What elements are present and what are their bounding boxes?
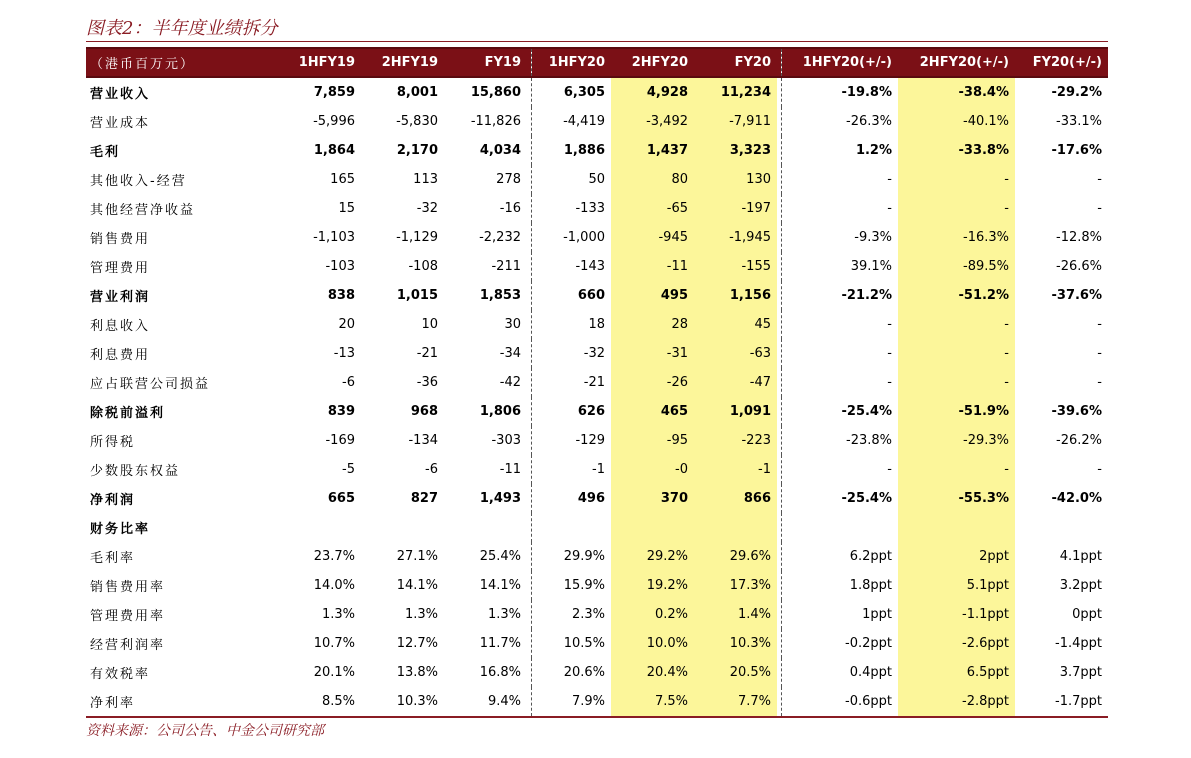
table-row	[86, 252, 1108, 281]
table-row	[86, 310, 1108, 339]
table-cell: -1.4ppt	[1055, 636, 1102, 651]
table-cell: 6.2ppt	[781, 542, 898, 571]
table-cell: 18	[531, 310, 611, 339]
table-row	[86, 194, 1108, 223]
table-cell: 1.3%	[321, 607, 355, 622]
column-header: FY20	[694, 48, 777, 77]
table-cell: -	[898, 339, 1015, 368]
table-cell: -26.3%	[781, 107, 898, 136]
table-cell: -13	[333, 346, 355, 361]
table-cell: -5	[342, 462, 355, 477]
table-cell: -1,945	[694, 223, 777, 252]
row-label: 利息费用	[90, 348, 151, 363]
table-cell: 7.7%	[694, 687, 777, 717]
table-cell	[611, 513, 694, 542]
table-row	[86, 107, 1108, 136]
table-cell: -21.2%	[781, 281, 898, 310]
table-cell: -37.6%	[1051, 288, 1102, 303]
table-cell: 0.2%	[611, 600, 694, 629]
table-cell: -1,103	[313, 230, 355, 245]
row-label: 毛利率	[90, 551, 136, 566]
table-cell: 20.1%	[313, 665, 355, 680]
table-cell: -	[1097, 172, 1102, 187]
table-cell: 6,305	[531, 77, 611, 107]
table-cell: 14.0%	[313, 578, 355, 593]
table-cell: 8,001	[396, 85, 438, 100]
row-label: 管理费用	[90, 261, 151, 276]
table-cell: -0	[611, 455, 694, 484]
table-cell: -47	[694, 368, 777, 397]
table-cell: -16.3%	[898, 223, 1015, 252]
table-cell: -3,492	[611, 107, 694, 136]
table-cell: 50	[531, 165, 611, 194]
table-cell: -33.8%	[898, 136, 1015, 165]
table-cell: 1,806	[479, 404, 521, 419]
table-cell: 8.5%	[274, 687, 361, 717]
row-label: 营业成本	[90, 116, 151, 131]
table-cell: -5,830	[396, 114, 438, 129]
table-cell: -1.7ppt	[1015, 687, 1108, 717]
table-cell: -34	[499, 346, 521, 361]
table-cell: 10.3%	[361, 687, 444, 717]
table-cell: 10	[421, 317, 438, 332]
table-cell: 9.4%	[444, 687, 527, 717]
table-row	[86, 339, 1108, 368]
table-cell: -1,000	[531, 223, 611, 252]
table-cell: 13.8%	[396, 665, 438, 680]
table-cell: 0.4ppt	[781, 658, 898, 687]
financial-table	[86, 47, 1108, 718]
table-cell	[444, 513, 527, 542]
row-label: 销售费用率	[90, 580, 166, 595]
table-cell: 1,437	[611, 136, 694, 165]
table-cell: 968	[410, 404, 438, 419]
table-cell: 1.3%	[404, 607, 438, 622]
table-cell: 29.9%	[531, 542, 611, 571]
table-cell: 839	[327, 404, 355, 419]
table-cell: 5.1ppt	[898, 571, 1015, 600]
table-cell: 29.6%	[694, 542, 777, 571]
table-cell: -211	[491, 259, 521, 274]
table-cell: -	[1097, 201, 1102, 216]
table-cell: 2ppt	[898, 542, 1015, 571]
column-header: 2HFY20(+/-)	[898, 48, 1015, 77]
table-cell: 14.1%	[396, 578, 438, 593]
column-header: FY19	[444, 48, 527, 77]
table-cell: -	[1097, 317, 1102, 332]
table-cell: -11	[611, 252, 694, 281]
table-row	[86, 658, 1108, 687]
table-cell: -1	[694, 455, 777, 484]
row-label: 净利率	[86, 687, 274, 717]
table-cell: -26.6%	[1056, 259, 1102, 274]
table-cell: 16.8%	[479, 665, 521, 680]
table-cell: -33.1%	[1056, 114, 1102, 129]
column-header: 1HFY20	[531, 48, 611, 77]
table-cell: 17.3%	[694, 571, 777, 600]
table-cell: 6.5ppt	[898, 658, 1015, 687]
table-cell: 4,928	[611, 77, 694, 107]
table-row	[86, 426, 1108, 455]
table-cell: 10.5%	[531, 629, 611, 658]
table-cell: -51.9%	[898, 397, 1015, 426]
table-cell: -6	[425, 462, 438, 477]
source-note: 资料来源：公司公告、中金公司研究部	[86, 723, 324, 739]
table-cell: -16	[499, 201, 521, 216]
row-label: 其他收入-经营	[90, 174, 187, 189]
table-cell: -303	[491, 433, 521, 448]
table-row	[86, 281, 1108, 310]
table-cell: 660	[531, 281, 611, 310]
table-cell: -	[781, 165, 898, 194]
table-cell: 80	[611, 165, 694, 194]
row-label: 管理费用率	[90, 609, 166, 624]
table-cell: -55.3%	[898, 484, 1015, 513]
table-cell: 496	[531, 484, 611, 513]
table-cell: 130	[694, 165, 777, 194]
table-cell: 4,034	[479, 143, 521, 158]
table-cell: -25.4%	[781, 397, 898, 426]
table-cell: 1,091	[694, 397, 777, 426]
table-cell: -0.2ppt	[781, 629, 898, 658]
table-cell: -	[781, 368, 898, 397]
table-cell: 7.9%	[531, 687, 611, 717]
table-cell: 10.7%	[313, 636, 355, 651]
table-cell: 465	[611, 397, 694, 426]
table-cell: 838	[327, 288, 355, 303]
table-cell: -39.6%	[1051, 404, 1102, 419]
row-label: 利息收入	[90, 319, 151, 334]
table-cell: 15	[338, 201, 355, 216]
table-cell: -63	[694, 339, 777, 368]
table-row	[86, 571, 1108, 600]
table-cell: -21	[416, 346, 438, 361]
table-cell: -143	[531, 252, 611, 281]
table-cell: 15.9%	[531, 571, 611, 600]
table-cell: -	[781, 339, 898, 368]
table-cell: 7,859	[313, 85, 355, 100]
table-cell: 827	[410, 491, 438, 506]
table-cell: -26	[611, 368, 694, 397]
table-cell: 2.3%	[531, 600, 611, 629]
table-cell: 626	[531, 397, 611, 426]
table-cell: 0ppt	[1072, 607, 1102, 622]
table-cell: 7.5%	[611, 687, 694, 717]
table-row	[86, 600, 1108, 629]
table-cell: 19.2%	[611, 571, 694, 600]
table-cell: -945	[611, 223, 694, 252]
table-cell: -25.4%	[781, 484, 898, 513]
column-header: FY20(+/-)	[1015, 48, 1108, 77]
table-cell: 1,864	[313, 143, 355, 158]
table-cell: -32	[531, 339, 611, 368]
table-cell: 1.8ppt	[781, 571, 898, 600]
table-cell: 1,156	[694, 281, 777, 310]
table-cell: 29.2%	[611, 542, 694, 571]
table-cell: -	[781, 455, 898, 484]
table-cell	[781, 513, 898, 542]
table-cell: 1.3%	[487, 607, 521, 622]
table-cell: -197	[694, 194, 777, 223]
row-label: 财务比率	[90, 522, 151, 537]
table-cell: 165	[330, 172, 355, 187]
table-cell	[361, 513, 444, 542]
table-cell: -169	[325, 433, 355, 448]
row-label: 所得税	[90, 435, 136, 450]
table-cell: -	[898, 368, 1015, 397]
table-cell: 10.0%	[611, 629, 694, 658]
table-row	[86, 542, 1108, 571]
table-cell: 2,170	[396, 143, 438, 158]
table-cell: -223	[694, 426, 777, 455]
table-cell: -	[898, 165, 1015, 194]
row-label: 有效税率	[90, 667, 151, 682]
row-label: 营业收入	[90, 87, 151, 102]
table-row	[86, 687, 1108, 717]
row-label: 其他经营净收益	[90, 203, 196, 218]
table-cell: -	[781, 194, 898, 223]
table-cell: 3.7ppt	[1059, 665, 1102, 680]
table-cell: 278	[496, 172, 521, 187]
table-row	[86, 223, 1108, 252]
table-cell: 1,853	[479, 288, 521, 303]
table-cell: 28	[611, 310, 694, 339]
table-cell: -11	[499, 462, 521, 477]
table-cell: -29.2%	[1051, 85, 1102, 100]
table-cell: -95	[611, 426, 694, 455]
column-header: 2HFY20	[611, 48, 694, 77]
table-header-row	[86, 48, 1108, 77]
table-cell: 495	[611, 281, 694, 310]
table-cell: -40.1%	[898, 107, 1015, 136]
table-cell: 23.7%	[313, 549, 355, 564]
table-cell: 1,015	[396, 288, 438, 303]
table-cell: -89.5%	[898, 252, 1015, 281]
table-cell: 113	[413, 172, 438, 187]
table-cell: 39.1%	[781, 252, 898, 281]
table-cell: 866	[694, 484, 777, 513]
table-row	[86, 397, 1108, 426]
table-cell: 1.4%	[694, 600, 777, 629]
table-cell: 1ppt	[781, 600, 898, 629]
table-cell: -2,232	[479, 230, 521, 245]
row-label: 除税前溢利	[90, 406, 166, 421]
table-row	[86, 629, 1108, 658]
table-cell: -42.0%	[1051, 491, 1102, 506]
table-cell: -2.8ppt	[898, 687, 1015, 717]
table-cell: -6	[342, 375, 355, 390]
table-cell: 20.5%	[694, 658, 777, 687]
table-cell: 1.2%	[781, 136, 898, 165]
table-cell: -32	[416, 201, 438, 216]
table-cell: 27.1%	[396, 549, 438, 564]
table-cell: -	[1097, 375, 1102, 390]
table-cell: -2.6ppt	[898, 629, 1015, 658]
table-cell: -129	[531, 426, 611, 455]
table-cell: -133	[531, 194, 611, 223]
table-cell: -31	[611, 339, 694, 368]
table-cell: -	[1097, 462, 1102, 477]
unit-header: （港币百万元）	[86, 48, 274, 77]
row-label: 应占联营公司损益	[90, 377, 211, 392]
table-cell: -4,419	[531, 107, 611, 136]
table-cell: 1,886	[531, 136, 611, 165]
table-cell: 11,234	[694, 77, 777, 107]
table-cell: -38.4%	[898, 77, 1015, 107]
table-row	[86, 77, 1108, 107]
table-cell: -17.6%	[1051, 143, 1102, 158]
table-cell: 1,493	[479, 491, 521, 506]
column-header: 1HFY19	[274, 48, 361, 77]
table-cell: 10.3%	[694, 629, 777, 658]
row-label: 营业利润	[90, 290, 151, 305]
table-cell: -155	[694, 252, 777, 281]
table-cell: 20	[338, 317, 355, 332]
table-cell	[694, 513, 777, 542]
row-label: 毛利	[90, 145, 121, 160]
table-cell: 665	[327, 491, 355, 506]
table-cell: -65	[611, 194, 694, 223]
table-cell: -	[781, 310, 898, 339]
table-cell: -7,911	[694, 107, 777, 136]
table-cell: -12.8%	[1056, 230, 1102, 245]
table-cell: 25.4%	[479, 549, 521, 564]
table-cell: -36	[416, 375, 438, 390]
table-row	[86, 368, 1108, 397]
table-cell: -42	[499, 375, 521, 390]
table-cell: -	[898, 455, 1015, 484]
table-cell: 15,860	[470, 85, 521, 100]
table-cell: 20.4%	[611, 658, 694, 687]
table-cell: 12.7%	[396, 636, 438, 651]
row-label: 销售费用	[90, 232, 151, 247]
row-label: 少数股东权益	[90, 464, 181, 479]
table-cell: -21	[531, 368, 611, 397]
table-cell: -134	[408, 433, 438, 448]
table-cell: -	[898, 194, 1015, 223]
table-cell: 11.7%	[479, 636, 521, 651]
table-cell: -23.8%	[781, 426, 898, 455]
table-row	[86, 136, 1108, 165]
table-cell: -1.1ppt	[898, 600, 1015, 629]
row-label: 经营利润率	[90, 638, 166, 653]
table-cell: -0.6ppt	[781, 687, 898, 717]
figure-title: 图表2：半年度业绩拆分	[86, 18, 278, 39]
table-cell: -29.3%	[898, 426, 1015, 455]
column-header: 2HFY19	[361, 48, 444, 77]
table-row	[86, 165, 1108, 194]
table-row	[86, 513, 1108, 542]
table-cell: -1	[531, 455, 611, 484]
table-body	[86, 77, 1108, 717]
table-row	[86, 484, 1108, 513]
table-cell: -	[898, 310, 1015, 339]
table-cell: -108	[408, 259, 438, 274]
table-cell: -103	[325, 259, 355, 274]
table-cell: 3,323	[694, 136, 777, 165]
table-cell: 30	[504, 317, 521, 332]
table-cell: -19.8%	[781, 77, 898, 107]
table-cell: 45	[694, 310, 777, 339]
table-cell: -5,996	[313, 114, 355, 129]
table-cell	[274, 513, 361, 542]
table-cell	[898, 513, 1015, 542]
table-cell	[1015, 513, 1108, 542]
table-cell: -1,129	[396, 230, 438, 245]
table-cell: -51.2%	[898, 281, 1015, 310]
table-cell: -9.3%	[781, 223, 898, 252]
table-cell: 370	[611, 484, 694, 513]
table-cell: 14.1%	[479, 578, 521, 593]
table-cell	[531, 513, 611, 542]
row-label: 净利润	[90, 493, 136, 508]
table-cell: 3.2ppt	[1059, 578, 1102, 593]
table-cell: -26.2%	[1056, 433, 1102, 448]
table-cell: -	[1097, 346, 1102, 361]
table-row	[86, 455, 1108, 484]
table-cell: 20.6%	[531, 658, 611, 687]
table-cell: 4.1ppt	[1059, 549, 1102, 564]
table-cell: -11,826	[470, 114, 521, 129]
column-header: 1HFY20(+/-)	[781, 48, 898, 77]
title-divider	[86, 41, 1108, 42]
